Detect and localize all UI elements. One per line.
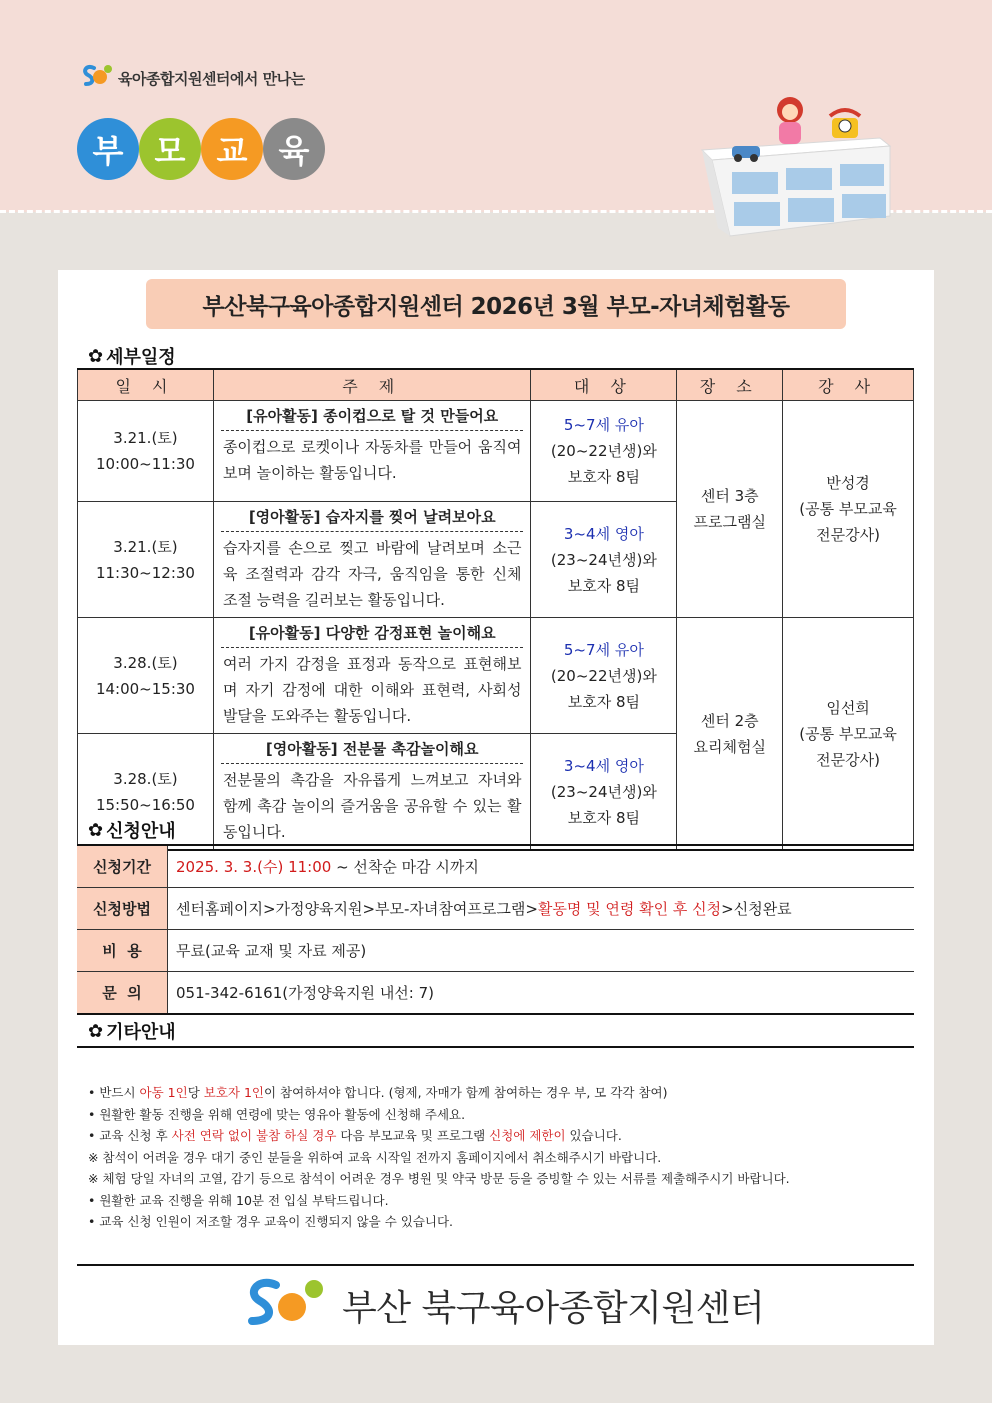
note-item: • 반드시 아동 1인당 보호자 1인이 참여하셔야 합니다. (형제, 자매가 함께 참여하는 경우 부, 모 각각 참여) bbox=[88, 1085, 668, 1100]
center-logo-icon bbox=[80, 62, 114, 94]
table-row bbox=[77, 888, 914, 930]
instructor-role: 전문강사) bbox=[816, 526, 880, 544]
datetime-cell bbox=[78, 401, 214, 502]
flower-bullet-icon: ✿ bbox=[88, 819, 104, 841]
topic-cell bbox=[213, 502, 531, 618]
target-count: 보호자 8팀 bbox=[567, 808, 641, 827]
place-line: 프로그램실 bbox=[693, 513, 766, 531]
instructor-cell bbox=[783, 401, 914, 618]
badge-mo: 모 bbox=[139, 118, 201, 180]
time-text: 11:30~12:30 bbox=[95, 563, 195, 582]
topic-desc: 종이컵으로 로켓이나 자동차를 만들어 움직여보며 놀이하는 활동입니다. bbox=[222, 438, 522, 482]
footer bbox=[240, 1275, 764, 1335]
topic-desc: 전분물의 촉감을 자유롭게 느껴보고 자녀와 함께 촉감 놀이의 즐거움을 공유할 수 있는 활동입니다. bbox=[222, 771, 522, 841]
schedule-section-title: 세부일정 bbox=[106, 347, 176, 368]
note-item: • 교육 신청 인원이 저조할 경우 교육이 진행되지 않을 수 있습니다. bbox=[88, 1214, 454, 1229]
etc-section-title: 기타안내 bbox=[106, 1022, 176, 1043]
col-header-instructor: 강 사 bbox=[783, 369, 914, 401]
center-logo-icon bbox=[240, 1275, 332, 1335]
note-item: ※ 참석이 어려울 경우 대기 중인 분들을 위하여 교육 시작일 전까지 홈페이지에서 취소해주시기 바랍니다. bbox=[88, 1149, 662, 1165]
toy-shelf-illustration bbox=[690, 88, 900, 252]
schedule-section-heading bbox=[88, 343, 176, 369]
application-section-heading bbox=[88, 817, 176, 843]
date-text: 3.21.(토) bbox=[113, 537, 178, 556]
time-text: 15:50~16:50 bbox=[95, 795, 195, 814]
schedule-table bbox=[77, 368, 914, 851]
col-header-datetime: 일 시 bbox=[78, 369, 214, 401]
date-text: 3.28.(토) bbox=[113, 769, 178, 788]
flower-bullet-icon: ✿ bbox=[88, 1020, 104, 1042]
instructor-name: 임선희 bbox=[826, 698, 870, 717]
table-row bbox=[78, 401, 914, 502]
period-date: 2025. 3. 3.(수) 11:00 bbox=[176, 858, 332, 876]
target-birth: (20~22년생)와 bbox=[550, 442, 657, 460]
note-item: • 원활한 교육 진행을 위해 10분 전 입실 부탁드립니다. bbox=[88, 1192, 389, 1208]
contact-value: 051-342-6161(가정양육지원 내선: 7) bbox=[168, 972, 915, 1015]
period-rest: ~ 선착순 마감 시까지 bbox=[331, 858, 479, 876]
note-item: • 교육 신청 후 사전 연락 없이 불참 하실 경우 다음 부모교육 및 프로그램 신청에 제한이 있습니다. bbox=[88, 1128, 622, 1143]
time-text: 10:00~11:30 bbox=[95, 455, 195, 473]
table-row bbox=[77, 845, 914, 888]
topic-cell bbox=[213, 618, 531, 734]
method-label: 신청방법 bbox=[77, 888, 168, 930]
topic-title: [유아활동] 종이컵으로 탈 것 만들어요 bbox=[221, 402, 524, 431]
etc-notes bbox=[88, 1082, 790, 1233]
footer-org-name: 부산 북구육아종합지원센터 bbox=[342, 1287, 765, 1329]
method-highlight: 활동명 및 연령 확인 후 신청 bbox=[537, 900, 722, 918]
topic-desc: 습자지를 손으로 찢고 바람에 날려보며 소근육 조절력과 감각 자극, 움직임을 통한 신체 조절 능력을 길러보는 활동입니다. bbox=[222, 539, 522, 609]
table-row bbox=[77, 972, 914, 1015]
instructor-role: (공통 부모교육 bbox=[799, 724, 897, 743]
target-cell bbox=[531, 618, 677, 734]
target-age: 3~4세 영아 bbox=[563, 756, 644, 775]
header-subtitle: 육아종합지원센터에서 만나는 bbox=[118, 69, 305, 88]
application-section-title: 신청안내 bbox=[106, 821, 176, 842]
instructor-name: 반성경 bbox=[826, 474, 870, 492]
datetime-cell bbox=[78, 502, 214, 618]
topic-title: [영아활동] 습자지를 찢어 날려보아요 bbox=[221, 503, 524, 532]
period-label: 신청기간 bbox=[77, 845, 168, 888]
topic-cell bbox=[213, 401, 531, 502]
col-header-topic: 주 제 bbox=[213, 369, 531, 401]
table-row bbox=[77, 930, 914, 972]
period-value bbox=[168, 845, 915, 888]
place-cell bbox=[677, 618, 783, 851]
instructor-cell bbox=[783, 618, 914, 851]
badge-yuk: 육 bbox=[263, 118, 325, 180]
table-row bbox=[78, 618, 914, 734]
target-birth: (20~22년생)와 bbox=[550, 666, 657, 685]
method-end: >신청완료 bbox=[721, 900, 792, 918]
note-item: • 원활한 활동 진행을 위해 연령에 맞는 영유아 활동에 신청해 주세요. bbox=[88, 1106, 466, 1122]
fee-value: 무료(교육 교재 및 자료 제공) bbox=[168, 930, 915, 972]
target-age: 5~7세 유아 bbox=[563, 640, 644, 659]
target-birth: (23~24년생)와 bbox=[550, 782, 657, 801]
application-table bbox=[77, 844, 914, 1015]
target-age: 5~7세 유아 bbox=[563, 416, 644, 434]
etc-divider bbox=[77, 1046, 914, 1048]
date-text: 3.21.(토) bbox=[113, 429, 178, 447]
flower-bullet-icon: ✿ bbox=[88, 345, 104, 367]
target-birth: (23~24년생)와 bbox=[550, 550, 657, 569]
etc-section-heading bbox=[88, 1018, 176, 1044]
datetime-cell bbox=[78, 618, 214, 734]
place-line: 센터 3층 bbox=[700, 487, 759, 505]
fee-label: 비 용 bbox=[77, 930, 168, 972]
method-value bbox=[168, 888, 915, 930]
target-count: 보호자 8팀 bbox=[567, 576, 641, 595]
footer-divider bbox=[77, 1264, 914, 1266]
target-count: 보호자 8팀 bbox=[567, 692, 641, 711]
col-header-place: 장 소 bbox=[677, 369, 783, 401]
method-path: 센터홈페이지>가정양육지원>부모-자녀참여프로그램> bbox=[176, 900, 538, 918]
page-title: 부산북구육아종합지원센터 2026년 3월 부모-자녀체험활동 bbox=[146, 279, 846, 329]
date-text: 3.28.(토) bbox=[113, 653, 178, 672]
place-line: 요리체험실 bbox=[693, 737, 766, 756]
badge-bu: 부 bbox=[77, 118, 139, 180]
badge-gyo: 교 bbox=[201, 118, 263, 180]
topic-title: [영아활동] 전분물 촉감놀이해요 bbox=[221, 735, 524, 764]
target-cell bbox=[531, 401, 677, 502]
topic-title: [유아활동] 다양한 감정표현 놀이해요 bbox=[221, 619, 524, 648]
note-item: ※ 체험 당일 자녀의 고열, 감기 등으로 참석이 어려운 경우 병원 및 약국 방문 등을 증빙할 수 있는 서류를 제출해주시기 바랍니다. bbox=[88, 1171, 790, 1186]
topic-cell bbox=[213, 734, 531, 851]
target-age: 3~4세 영아 bbox=[563, 524, 644, 543]
header-subtitle-row bbox=[80, 62, 305, 94]
time-text: 14:00~15:30 bbox=[95, 679, 195, 698]
contact-label: 문 의 bbox=[77, 972, 168, 1015]
instructor-role: (공통 부모교육 bbox=[799, 500, 897, 518]
target-cell bbox=[531, 502, 677, 618]
place-line: 센터 2층 bbox=[700, 711, 759, 730]
target-count: 보호자 8팀 bbox=[567, 468, 641, 486]
instructor-role: 전문강사) bbox=[816, 750, 880, 769]
place-cell bbox=[677, 401, 783, 618]
col-header-target: 대 상 bbox=[531, 369, 677, 401]
parent-education-badges bbox=[77, 118, 325, 180]
target-cell bbox=[531, 734, 677, 851]
topic-desc: 여러 가지 감정을 표정과 동작으로 표현해보며 자기 감정에 대한 이해와 표현력, 사회성 발달을 도와주는 활동입니다. bbox=[222, 655, 522, 725]
